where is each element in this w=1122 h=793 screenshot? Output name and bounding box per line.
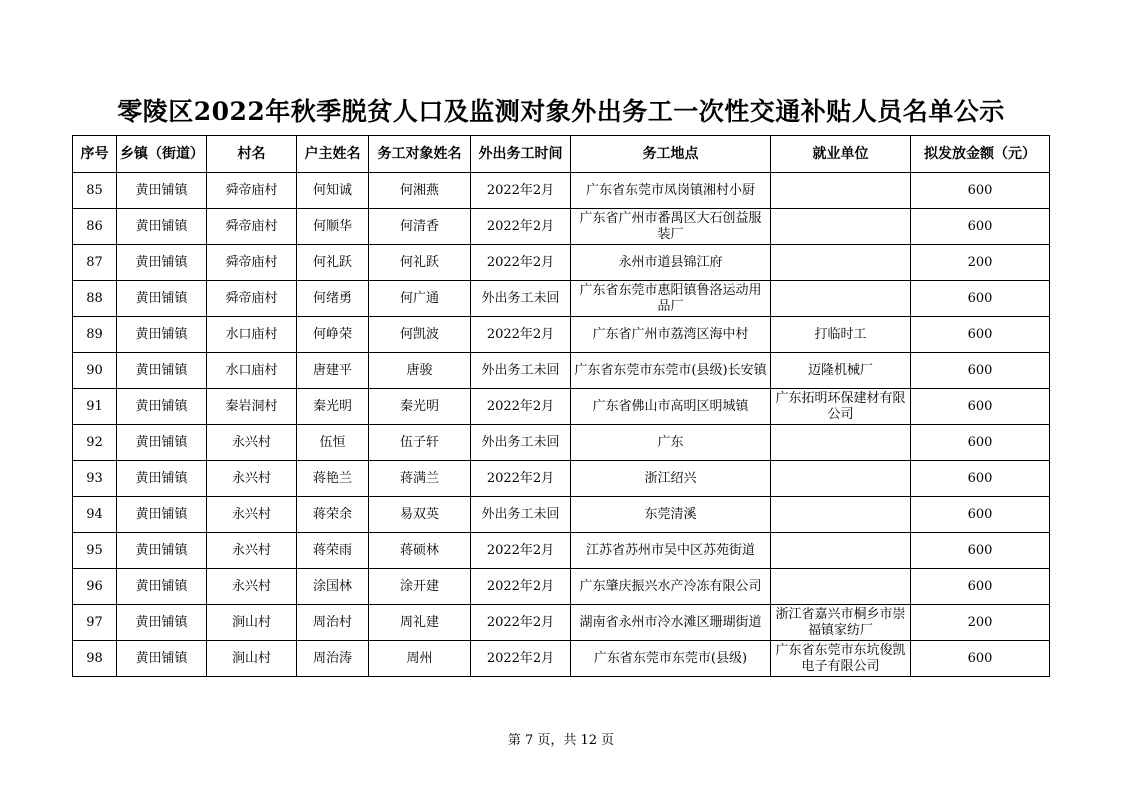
cell-date: 2022年2月 (471, 641, 571, 677)
cell-town: 黄田铺镇 (117, 605, 207, 641)
cell-employer (771, 461, 911, 497)
cell-householder: 蒋艳兰 (297, 461, 369, 497)
cell-worker: 何清香 (369, 209, 471, 245)
cell-householder: 周治村 (297, 605, 369, 641)
cell-village: 涧山村 (207, 641, 297, 677)
cell-index: 97 (73, 605, 117, 641)
cell-employer (771, 281, 911, 317)
cell-town: 黄田铺镇 (117, 173, 207, 209)
cell-employer: 浙江省嘉兴市桐乡市崇福镇家纺厂 (771, 605, 911, 641)
cell-index: 91 (73, 389, 117, 425)
cell-date: 外出务工未回 (471, 425, 571, 461)
table-row (73, 353, 1050, 389)
cell-amount: 600 (911, 569, 1050, 605)
cell-amount: 600 (911, 281, 1050, 317)
cell-location: 广东省广州市荔湾区海中村 (571, 317, 771, 353)
cell-index: 85 (73, 173, 117, 209)
col-header-amount: 拟发放金额（元） (911, 136, 1050, 173)
cell-amount: 600 (911, 209, 1050, 245)
cell-employer (771, 245, 911, 281)
cell-householder: 何峥荣 (297, 317, 369, 353)
cell-date: 2022年2月 (471, 533, 571, 569)
cell-location: 广东省东莞市凤岗镇湘村小厨 (571, 173, 771, 209)
cell-amount: 600 (911, 461, 1050, 497)
cell-town: 黄田铺镇 (117, 461, 207, 497)
cell-village: 永兴村 (207, 461, 297, 497)
cell-date: 2022年2月 (471, 317, 571, 353)
col-header-worker: 务工对象姓名 (369, 136, 471, 173)
cell-date: 2022年2月 (471, 173, 571, 209)
cell-village: 舜帝庙村 (207, 173, 297, 209)
cell-village: 永兴村 (207, 497, 297, 533)
col-header-employer: 就业单位 (771, 136, 911, 173)
cell-index: 93 (73, 461, 117, 497)
cell-worker: 易双英 (369, 497, 471, 533)
cell-worker: 蒋硕林 (369, 533, 471, 569)
cell-date: 外出务工未回 (471, 497, 571, 533)
table-row (73, 425, 1050, 461)
cell-town: 黄田铺镇 (117, 569, 207, 605)
cell-index: 88 (73, 281, 117, 317)
cell-amount: 600 (911, 317, 1050, 353)
cell-employer (771, 209, 911, 245)
cell-amount: 200 (911, 605, 1050, 641)
table-row (73, 641, 1050, 677)
cell-worker: 周州 (369, 641, 471, 677)
cell-employer (771, 533, 911, 569)
cell-town: 黄田铺镇 (117, 317, 207, 353)
table-header-row (73, 136, 1050, 173)
cell-village: 永兴村 (207, 533, 297, 569)
cell-worker: 伍子轩 (369, 425, 471, 461)
cell-date: 2022年2月 (471, 389, 571, 425)
cell-town: 黄田铺镇 (117, 533, 207, 569)
cell-location: 广东省佛山市高明区明城镇 (571, 389, 771, 425)
cell-employer: 迈隆机械厂 (771, 353, 911, 389)
cell-date: 2022年2月 (471, 461, 571, 497)
cell-location: 江苏省苏州市吴中区苏苑街道 (571, 533, 771, 569)
cell-amount: 200 (911, 245, 1050, 281)
col-header-location: 务工地点 (571, 136, 771, 173)
cell-location: 东莞清溪 (571, 497, 771, 533)
table-row (73, 173, 1050, 209)
cell-index: 98 (73, 641, 117, 677)
cell-worker: 唐骏 (369, 353, 471, 389)
table-row (73, 497, 1050, 533)
table-row (73, 209, 1050, 245)
cell-date: 2022年2月 (471, 209, 571, 245)
cell-village: 永兴村 (207, 569, 297, 605)
cell-worker: 蒋满兰 (369, 461, 471, 497)
table-row (73, 605, 1050, 641)
cell-village: 舜帝庙村 (207, 209, 297, 245)
cell-town: 黄田铺镇 (117, 209, 207, 245)
table-row (73, 245, 1050, 281)
cell-date: 2022年2月 (471, 245, 571, 281)
cell-location: 广东省东莞市惠阳镇鲁洛运动用品厂 (571, 281, 771, 317)
cell-amount: 600 (911, 173, 1050, 209)
cell-date: 外出务工未回 (471, 281, 571, 317)
cell-worker: 何凯波 (369, 317, 471, 353)
cell-village: 秦岩洞村 (207, 389, 297, 425)
cell-date: 外出务工未回 (471, 353, 571, 389)
table-row (73, 281, 1050, 317)
cell-index: 94 (73, 497, 117, 533)
page-title: 零陵区2022年秋季脱贫人口及监测对象外出务工一次性交通补贴人员名单公示 (117, 97, 1005, 126)
cell-worker: 秦光明 (369, 389, 471, 425)
col-header-date: 外出务工时间 (471, 136, 571, 173)
cell-village: 舜帝庙村 (207, 245, 297, 281)
cell-town: 黄田铺镇 (117, 353, 207, 389)
cell-householder: 何顺华 (297, 209, 369, 245)
cell-location: 湖南省永州市冷水滩区珊瑚街道 (571, 605, 771, 641)
cell-householder: 何绪勇 (297, 281, 369, 317)
table-row (73, 461, 1050, 497)
table-row (73, 569, 1050, 605)
cell-householder: 周治涛 (297, 641, 369, 677)
cell-worker: 何礼跃 (369, 245, 471, 281)
cell-village: 永兴村 (207, 425, 297, 461)
cell-householder: 涂国林 (297, 569, 369, 605)
roster-table (72, 135, 1050, 677)
cell-index: 92 (73, 425, 117, 461)
cell-amount: 600 (911, 425, 1050, 461)
cell-location: 广东省东莞市东莞市(县级)长安镇 (571, 353, 771, 389)
cell-index: 96 (73, 569, 117, 605)
table-body (73, 173, 1050, 677)
cell-location: 广东省东莞市东莞市(县级) (571, 641, 771, 677)
cell-worker: 何湘燕 (369, 173, 471, 209)
cell-village: 涧山村 (207, 605, 297, 641)
cell-employer (771, 569, 911, 605)
cell-town: 黄田铺镇 (117, 245, 207, 281)
col-header-village: 村名 (207, 136, 297, 173)
table-row (73, 389, 1050, 425)
cell-village: 水口庙村 (207, 353, 297, 389)
cell-worker: 何广通 (369, 281, 471, 317)
cell-householder: 何知诚 (297, 173, 369, 209)
cell-date: 2022年2月 (471, 569, 571, 605)
col-header-town: 乡镇（街道） (117, 136, 207, 173)
cell-location: 广东省广州市番禺区大石创益服装厂 (571, 209, 771, 245)
page-footer: 第 7 页，共 12 页 (507, 733, 615, 748)
cell-index: 89 (73, 317, 117, 353)
table-row (73, 317, 1050, 353)
cell-worker: 涂开建 (369, 569, 471, 605)
cell-amount: 600 (911, 353, 1050, 389)
cell-location: 永州市道县锦江府 (571, 245, 771, 281)
cell-index: 90 (73, 353, 117, 389)
cell-town: 黄田铺镇 (117, 641, 207, 677)
cell-village: 水口庙村 (207, 317, 297, 353)
cell-town: 黄田铺镇 (117, 425, 207, 461)
cell-index: 86 (73, 209, 117, 245)
cell-amount: 600 (911, 389, 1050, 425)
cell-employer: 打临时工 (771, 317, 911, 353)
cell-householder: 蒋荣余 (297, 497, 369, 533)
col-header-householder: 户主姓名 (297, 136, 369, 173)
cell-worker: 周礼建 (369, 605, 471, 641)
cell-householder: 何礼跃 (297, 245, 369, 281)
cell-householder: 唐建平 (297, 353, 369, 389)
cell-amount: 600 (911, 497, 1050, 533)
cell-employer: 广东省东莞市东坑俊凯电子有限公司 (771, 641, 911, 677)
cell-index: 87 (73, 245, 117, 281)
cell-employer (771, 497, 911, 533)
cell-location: 广东肇庆振兴水产冷冻有限公司 (571, 569, 771, 605)
cell-amount: 600 (911, 533, 1050, 569)
cell-employer (771, 173, 911, 209)
cell-employer: 广东拓明环保建材有限公司 (771, 389, 911, 425)
cell-householder: 伍恒 (297, 425, 369, 461)
cell-householder: 蒋荣雨 (297, 533, 369, 569)
cell-location: 浙江绍兴 (571, 461, 771, 497)
cell-employer (771, 425, 911, 461)
cell-householder: 秦光明 (297, 389, 369, 425)
cell-town: 黄田铺镇 (117, 281, 207, 317)
col-header-index: 序号 (73, 136, 117, 173)
cell-index: 95 (73, 533, 117, 569)
cell-amount: 600 (911, 641, 1050, 677)
cell-location: 广东 (571, 425, 771, 461)
cell-town: 黄田铺镇 (117, 389, 207, 425)
cell-date: 2022年2月 (471, 605, 571, 641)
cell-village: 舜帝庙村 (207, 281, 297, 317)
cell-town: 黄田铺镇 (117, 497, 207, 533)
table-row (73, 533, 1050, 569)
